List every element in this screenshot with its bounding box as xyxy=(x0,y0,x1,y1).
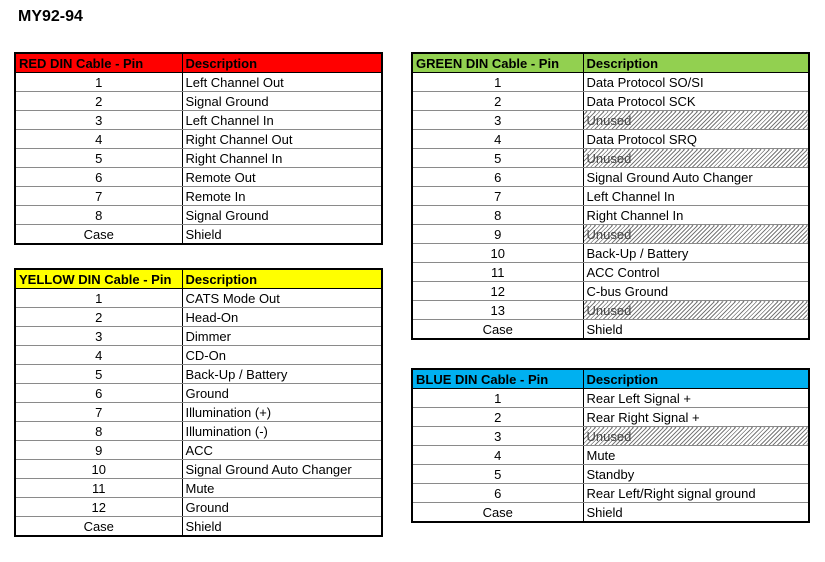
pin-cell: 10 xyxy=(412,244,583,263)
pin-cell: Case xyxy=(412,320,583,340)
table-row xyxy=(15,460,382,479)
pin-cell: 6 xyxy=(412,484,583,503)
pin-cell: 11 xyxy=(412,263,583,282)
pin-cell: 3 xyxy=(15,327,182,346)
table-row xyxy=(15,365,382,384)
pin-cell: 13 xyxy=(412,301,583,320)
pin-column-header: GREEN DIN Cable - Pin xyxy=(412,53,583,73)
unused-description-cell: Unused xyxy=(583,225,809,244)
description-column-header: Description xyxy=(182,269,382,289)
table-row xyxy=(15,289,382,308)
pin-cell: Case xyxy=(15,225,182,245)
pin-cell: 10 xyxy=(15,460,182,479)
description-cell: Shield xyxy=(182,517,382,537)
table-row xyxy=(15,130,382,149)
table-header-row xyxy=(412,53,809,73)
description-cell: Rear Left Signal + xyxy=(583,389,809,408)
description-cell: Right Channel In xyxy=(583,206,809,225)
description-column-header: Description xyxy=(583,53,809,73)
table-row xyxy=(15,111,382,130)
pin-column-header: YELLOW DIN Cable - Pin xyxy=(15,269,182,289)
pin-cell: 4 xyxy=(412,130,583,149)
yellow-din-table xyxy=(14,268,383,537)
description-column-header: Description xyxy=(182,53,382,73)
pin-cell: 1 xyxy=(412,389,583,408)
unused-description-cell: Unused xyxy=(583,111,809,130)
description-cell: ACC Control xyxy=(583,263,809,282)
pin-cell: 4 xyxy=(412,446,583,465)
description-cell: Signal Ground xyxy=(182,206,382,225)
pin-column-header: RED DIN Cable - Pin xyxy=(15,53,182,73)
pin-cell: 3 xyxy=(15,111,182,130)
description-cell: Mute xyxy=(583,446,809,465)
description-cell: Standby xyxy=(583,465,809,484)
description-cell: Right Channel In xyxy=(182,149,382,168)
pin-cell: 5 xyxy=(15,365,182,384)
blue-din-table xyxy=(411,368,810,523)
description-cell: Data Protocol SO/SI xyxy=(583,73,809,92)
pin-cell: Case xyxy=(412,503,583,523)
description-cell: ACC xyxy=(182,441,382,460)
pin-cell: 6 xyxy=(412,168,583,187)
description-cell: Rear Right Signal + xyxy=(583,408,809,427)
description-cell: Back-Up / Battery xyxy=(182,365,382,384)
table-row xyxy=(412,244,809,263)
description-cell: Shield xyxy=(583,503,809,523)
description-cell: Signal Ground Auto Changer xyxy=(182,460,382,479)
unused-description-cell: Unused xyxy=(583,301,809,320)
table-row xyxy=(15,441,382,460)
description-cell: Shield xyxy=(182,225,382,245)
description-cell: Signal Ground Auto Changer xyxy=(583,168,809,187)
table-row xyxy=(412,168,809,187)
table-row xyxy=(412,187,809,206)
table-row xyxy=(412,484,809,503)
table-row xyxy=(412,206,809,225)
description-cell: Mute xyxy=(182,479,382,498)
pin-cell: 6 xyxy=(15,384,182,403)
description-cell: Rear Left/Right signal ground xyxy=(583,484,809,503)
description-cell: Ground xyxy=(182,384,382,403)
table-row xyxy=(15,73,382,92)
table-row xyxy=(15,403,382,422)
description-cell: Right Channel Out xyxy=(182,130,382,149)
description-cell: Left Channel In xyxy=(583,187,809,206)
pin-cell: 2 xyxy=(412,92,583,111)
table-header-row xyxy=(15,53,382,73)
table-row xyxy=(15,308,382,327)
pin-cell: 2 xyxy=(15,92,182,111)
table-row xyxy=(15,479,382,498)
pin-cell: 8 xyxy=(412,206,583,225)
pin-cell: Case xyxy=(15,517,182,537)
table-header-row xyxy=(15,269,382,289)
pin-column-header: BLUE DIN Cable - Pin xyxy=(412,369,583,389)
table-row xyxy=(15,422,382,441)
pin-cell: 12 xyxy=(412,282,583,301)
table-row xyxy=(15,149,382,168)
description-cell: Illumination (-) xyxy=(182,422,382,441)
table-row xyxy=(412,73,809,92)
table-row xyxy=(15,517,382,537)
table-row xyxy=(412,225,809,244)
table-row xyxy=(412,320,809,340)
pin-cell: 5 xyxy=(412,465,583,484)
table-row xyxy=(412,389,809,408)
description-cell: Data Protocol SRQ xyxy=(583,130,809,149)
pin-cell: 7 xyxy=(412,187,583,206)
description-cell: CD-On xyxy=(182,346,382,365)
description-cell: Signal Ground xyxy=(182,92,382,111)
table-row xyxy=(412,111,809,130)
description-cell: CATS Mode Out xyxy=(182,289,382,308)
pin-cell: 1 xyxy=(15,73,182,92)
description-cell: Ground xyxy=(182,498,382,517)
pin-cell: 3 xyxy=(412,111,583,130)
table-row xyxy=(15,327,382,346)
pin-cell: 6 xyxy=(15,168,182,187)
pin-cell: 11 xyxy=(15,479,182,498)
description-cell: Illumination (+) xyxy=(182,403,382,422)
table-row xyxy=(412,503,809,523)
description-cell: Data Protocol SCK xyxy=(583,92,809,111)
table-row xyxy=(15,498,382,517)
table-row xyxy=(412,282,809,301)
table-row xyxy=(412,301,809,320)
table-row xyxy=(15,92,382,111)
pin-cell: 5 xyxy=(15,149,182,168)
description-cell: C-bus Ground xyxy=(583,282,809,301)
table-row xyxy=(412,92,809,111)
description-cell: Back-Up / Battery xyxy=(583,244,809,263)
pin-cell: 4 xyxy=(15,346,182,365)
unused-description-cell: Unused xyxy=(583,149,809,168)
pin-cell: 8 xyxy=(15,422,182,441)
description-cell: Dimmer xyxy=(182,327,382,346)
description-cell: Left Channel In xyxy=(182,111,382,130)
table-header-row xyxy=(412,369,809,389)
pin-cell: 3 xyxy=(412,427,583,446)
pin-cell: 12 xyxy=(15,498,182,517)
pin-cell: 5 xyxy=(412,149,583,168)
pin-cell: 7 xyxy=(15,403,182,422)
table-row xyxy=(15,384,382,403)
table-row xyxy=(15,346,382,365)
pin-cell: 2 xyxy=(412,408,583,427)
table-row xyxy=(15,168,382,187)
description-cell: Remote Out xyxy=(182,168,382,187)
description-cell: Remote In xyxy=(182,187,382,206)
green-din-table xyxy=(411,52,810,340)
pin-cell: 2 xyxy=(15,308,182,327)
pin-cell: 4 xyxy=(15,130,182,149)
description-column-header: Description xyxy=(583,369,809,389)
red-din-table xyxy=(14,52,383,245)
unused-description-cell: Unused xyxy=(583,427,809,446)
pin-cell: 1 xyxy=(412,73,583,92)
table-row xyxy=(15,187,382,206)
table-row xyxy=(412,446,809,465)
pin-cell: 9 xyxy=(15,441,182,460)
table-row xyxy=(412,149,809,168)
pin-cell: 8 xyxy=(15,206,182,225)
table-row xyxy=(15,225,382,245)
table-row xyxy=(412,427,809,446)
description-cell: Left Channel Out xyxy=(182,73,382,92)
description-cell: Shield xyxy=(583,320,809,340)
table-row xyxy=(412,130,809,149)
table-row xyxy=(15,206,382,225)
pin-cell: 7 xyxy=(15,187,182,206)
pin-cell: 9 xyxy=(412,225,583,244)
table-row xyxy=(412,263,809,282)
table-row xyxy=(412,465,809,484)
page-title: MY92-94 xyxy=(18,8,83,25)
pin-cell: 1 xyxy=(15,289,182,308)
description-cell: Head-On xyxy=(182,308,382,327)
table-row xyxy=(412,408,809,427)
